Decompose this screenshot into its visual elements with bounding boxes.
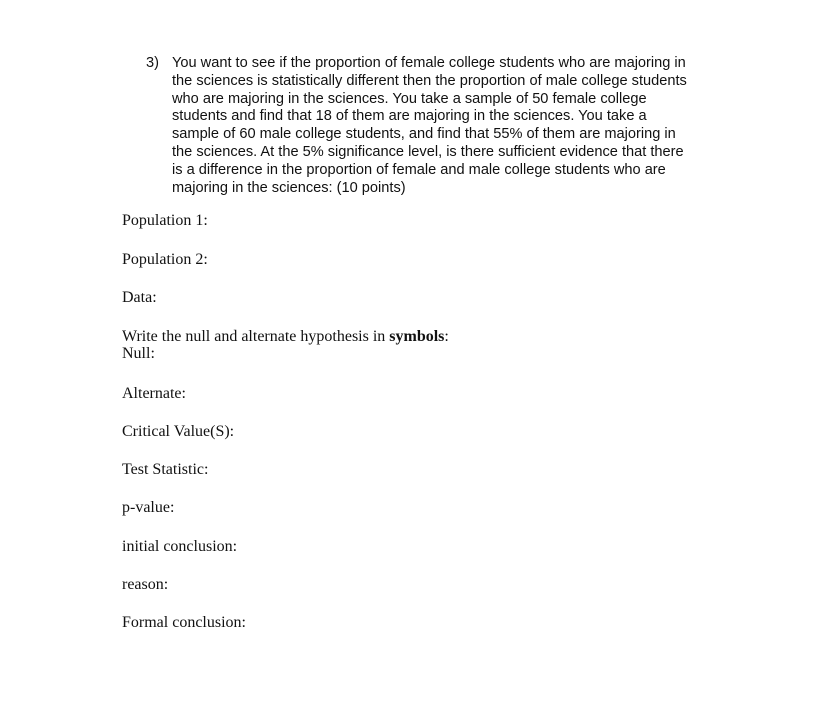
hypothesis-instruction-suffix: : <box>444 328 449 345</box>
question-line: You want to see if the proportion of female college students who are majoring in <box>172 55 686 71</box>
formal-conclusion-label: Formal conclusion: <box>122 614 246 631</box>
question-text <box>172 55 706 197</box>
p-value-label: p-value: <box>122 499 175 516</box>
population-2-label: Population 2: <box>122 251 208 268</box>
hypothesis-instruction <box>122 328 449 346</box>
question-number: 3) <box>146 55 159 71</box>
reason-label: reason: <box>122 576 169 593</box>
initial-conclusion-label: initial conclusion: <box>122 538 238 555</box>
question-line: sample of 60 male college students, and find that 55% of them are majoring in <box>172 126 676 143</box>
question-line: is a difference in the proportion of female and male college students who are <box>172 161 666 178</box>
alternate-label: Alternate: <box>122 385 186 402</box>
population-1-label: Population 1: <box>122 212 208 229</box>
question-line: who are majoring in the sciences. You take a sample of 50 female college <box>172 90 647 107</box>
hypothesis-instruction-bold: symbols <box>389 328 445 345</box>
question-block <box>146 55 706 197</box>
question-line: the sciences. At the 5% significance level, is there sufficient evidence that there <box>172 143 684 160</box>
question-line: majoring in the sciences: (10 points) <box>172 179 406 196</box>
critical-values-label: Critical Value(S): <box>122 423 235 440</box>
null-label: Null: <box>122 345 155 362</box>
question-line: students and find that 18 of them are majoring in the sciences. You take a <box>172 108 647 125</box>
data-label: Data: <box>122 289 157 306</box>
test-statistic-label: Test Statistic: <box>122 461 209 478</box>
question-line: the sciences is statistically different then the proportion of male college students <box>172 72 687 89</box>
hypothesis-instruction-prefix: Write the null and alternate hypothesis in <box>122 328 390 345</box>
